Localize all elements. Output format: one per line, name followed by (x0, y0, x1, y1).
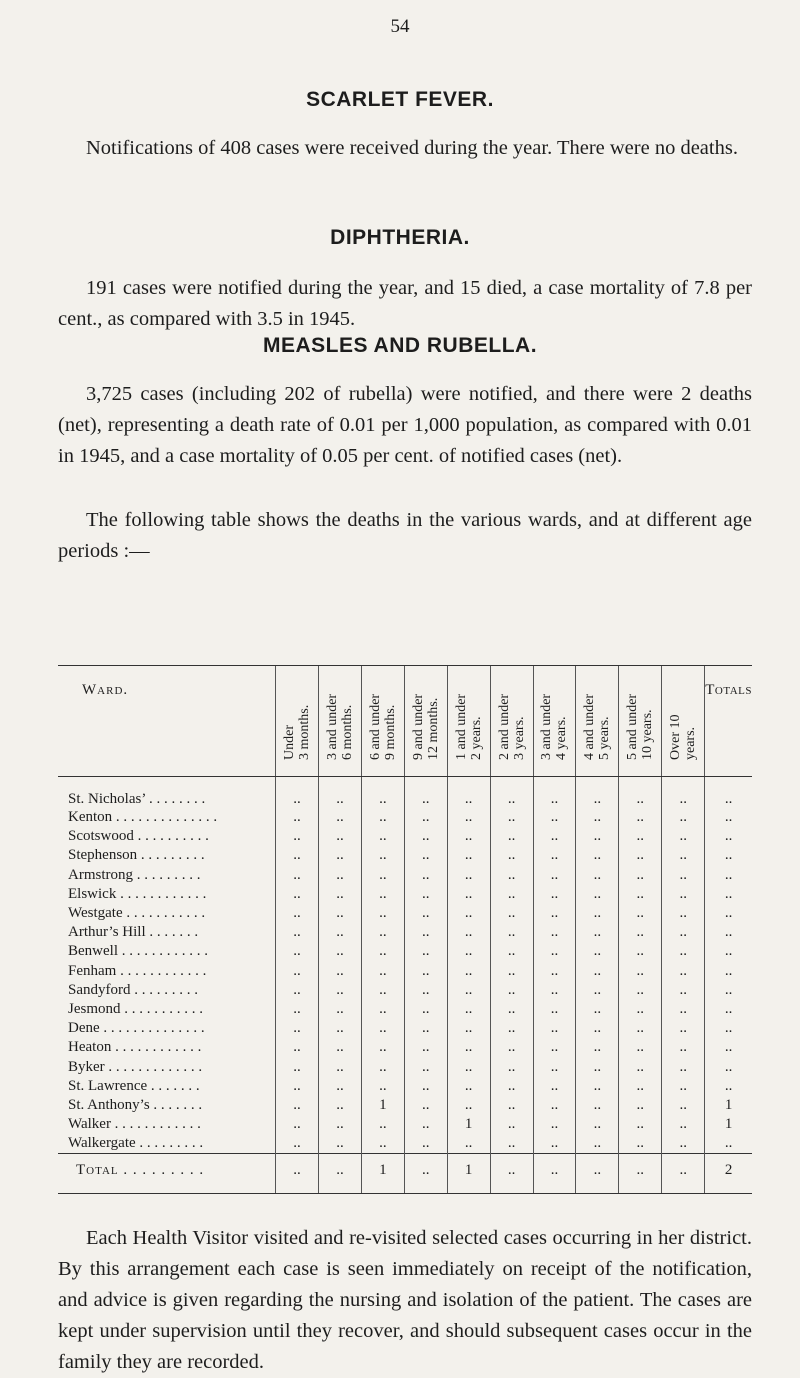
death-count-cell: .. (533, 808, 576, 827)
death-count-cell: .. (490, 777, 533, 809)
death-count-cell: .. (319, 885, 362, 904)
death-count-cell: .. (447, 981, 490, 1000)
death-count-cell: .. (276, 1038, 319, 1057)
death-count-cell: .. (662, 923, 705, 942)
total-cell: .. (533, 1153, 576, 1193)
ward-total-cell: .. (705, 1077, 752, 1096)
ward-name: Benwell . . . . . . . . . . . . (68, 943, 208, 960)
death-count-cell: .. (662, 1134, 705, 1153)
death-count-cell: .. (319, 846, 362, 865)
age-header-2-to-3-years: 2 and under 3 years. (490, 666, 533, 777)
total-row (58, 1153, 752, 1193)
death-count-cell: .. (319, 1115, 362, 1134)
ward-name: Jesmond . . . . . . . . . . . (68, 1000, 203, 1017)
ward-row (58, 1000, 752, 1019)
death-count-cell: .. (490, 923, 533, 942)
ward-row (58, 904, 752, 923)
death-count-cell: .. (319, 923, 362, 942)
diphtheria-paragraph: 191 cases were notified during the year, and 15 died, a case mortality of 7.8 per cent., as compared with 3.5 in 1945. (58, 276, 752, 330)
death-count-cell: .. (404, 1000, 447, 1019)
death-count-cell: .. (619, 1077, 662, 1096)
death-count-cell: .. (276, 1115, 319, 1134)
death-count-cell: .. (576, 981, 619, 1000)
death-count-cell: .. (576, 942, 619, 961)
heading-scarlet-fever: SCARLET FEVER. (306, 88, 494, 111)
death-count-cell: .. (490, 1019, 533, 1038)
death-count-cell: .. (533, 846, 576, 865)
death-count-cell: .. (404, 885, 447, 904)
total-cell: .. (662, 1153, 705, 1193)
death-count-cell: .. (619, 942, 662, 961)
death-count-cell: .. (619, 808, 662, 827)
ward-total-cell: .. (705, 885, 752, 904)
death-count-cell: .. (361, 962, 404, 981)
page-number: 54 (390, 16, 410, 37)
ward-name: Walker . . . . . . . . . . . . (68, 1116, 201, 1133)
death-count-cell: .. (576, 777, 619, 809)
death-count-cell: .. (662, 1038, 705, 1057)
death-count-cell: .. (533, 827, 576, 846)
death-count-cell: .. (619, 904, 662, 923)
death-count-cell: .. (276, 1096, 319, 1115)
death-count-cell: .. (319, 808, 362, 827)
death-count-cell: .. (662, 885, 705, 904)
death-count-cell: .. (404, 827, 447, 846)
measles-paragraph: 3,725 cases (including 202 of rubella) were notified, and there were 2 deaths (net), representing a death rate of 0.01 per 1,000 population, as compared with 0.01 in 1945, and a case mortality of 0.05 per cent. of notified cases (net). (58, 382, 752, 467)
death-count-cell: .. (533, 1000, 576, 1019)
total-cell: .. (576, 1153, 619, 1193)
ward-total-cell: .. (705, 808, 752, 827)
death-count-cell: .. (276, 962, 319, 981)
death-count-cell: .. (447, 885, 490, 904)
death-count-cell: .. (662, 777, 705, 809)
ward-row (58, 942, 752, 961)
death-count-cell: .. (619, 981, 662, 1000)
age-header-6-to-9-months: 6 and under 9 months. (361, 666, 404, 777)
ward-row (58, 962, 752, 981)
death-count-cell: .. (662, 1000, 705, 1019)
ward-total-cell: .. (705, 1057, 752, 1076)
death-count-cell: .. (619, 1115, 662, 1134)
death-count-cell: .. (490, 808, 533, 827)
ward-total-cell: .. (705, 1019, 752, 1038)
death-count-cell: .. (619, 923, 662, 942)
death-count-cell: .. (276, 885, 319, 904)
ward-row (58, 923, 752, 942)
death-count-cell: .. (662, 808, 705, 827)
ward-total-cell: .. (705, 777, 752, 809)
death-count-cell: .. (276, 1134, 319, 1153)
death-count-cell: .. (576, 1134, 619, 1153)
age-header-4-to-5-years: 4 and under 5 years. (576, 666, 619, 777)
ward-name: Stephenson . . . . . . . . . (68, 847, 205, 864)
death-count-cell: .. (447, 1038, 490, 1057)
ward-name: Elswick . . . . . . . . . . . . (68, 885, 207, 902)
death-count-cell: .. (361, 1019, 404, 1038)
ward-total-cell: .. (705, 962, 752, 981)
death-count-cell: .. (361, 1115, 404, 1134)
death-count-cell: .. (276, 923, 319, 942)
heading-diphtheria: DIPHTHERIA. (330, 226, 470, 249)
death-count-cell: .. (404, 981, 447, 1000)
death-count-cell: .. (276, 1077, 319, 1096)
death-count-cell: .. (319, 1000, 362, 1019)
death-count-cell: .. (404, 777, 447, 809)
death-count-cell: .. (576, 846, 619, 865)
death-count-cell: .. (404, 923, 447, 942)
age-header-3-to-6-months: 3 and under 6 months. (319, 666, 362, 777)
death-count-cell: .. (533, 1019, 576, 1038)
ward-row (58, 1077, 752, 1096)
death-count-cell: .. (319, 866, 362, 885)
death-count-cell: .. (533, 904, 576, 923)
measles-deaths-table (58, 665, 752, 1194)
death-count-cell: .. (447, 942, 490, 961)
death-count-cell: .. (319, 1096, 362, 1115)
death-count-cell: .. (276, 942, 319, 961)
ward-name: Fenham . . . . . . . . . . . . (68, 962, 207, 979)
death-count-cell: .. (619, 866, 662, 885)
death-count-cell: .. (619, 885, 662, 904)
ward-row (58, 1115, 752, 1134)
death-count-cell: .. (361, 885, 404, 904)
death-count-cell: .. (662, 942, 705, 961)
death-count-cell: .. (319, 1019, 362, 1038)
death-count-cell: .. (490, 885, 533, 904)
ward-total-cell: .. (705, 827, 752, 846)
death-count-cell: .. (447, 904, 490, 923)
ward-total-cell: .. (705, 846, 752, 865)
death-count-cell: .. (576, 1057, 619, 1076)
ward-row (58, 981, 752, 1000)
death-count-cell: .. (361, 777, 404, 809)
death-count-cell: .. (319, 962, 362, 981)
death-count-cell: .. (361, 808, 404, 827)
death-count-cell: .. (662, 1115, 705, 1134)
ward-name: Heaton . . . . . . . . . . . . (68, 1039, 202, 1056)
ward-row (58, 1038, 752, 1057)
death-count-cell: .. (490, 942, 533, 961)
death-count-cell: .. (404, 1019, 447, 1038)
death-count-cell: .. (533, 981, 576, 1000)
scarlet-fever-paragraph: Notifications of 408 cases were received during the year. There were no deaths. (86, 136, 738, 159)
death-count-cell: .. (276, 1057, 319, 1076)
death-count-cell: .. (319, 981, 362, 1000)
ward-row (58, 808, 752, 827)
death-count-cell: .. (276, 777, 319, 809)
death-count-cell: .. (361, 1077, 404, 1096)
death-count-cell: .. (404, 1038, 447, 1057)
death-count-cell: .. (447, 1096, 490, 1115)
death-count-cell: .. (404, 1134, 447, 1153)
death-count-cell: .. (533, 1115, 576, 1134)
death-count-cell: .. (619, 1038, 662, 1057)
death-count-cell: .. (490, 1115, 533, 1134)
death-count-cell: .. (662, 1057, 705, 1076)
ward-total-cell: 1 (705, 1096, 752, 1115)
death-count-cell: .. (619, 1000, 662, 1019)
death-count-cell: .. (361, 1057, 404, 1076)
death-count-cell: .. (490, 1077, 533, 1096)
ward-total-cell: .. (705, 923, 752, 942)
death-count-cell: .. (662, 846, 705, 865)
death-count-cell: .. (361, 1038, 404, 1057)
grand-total-cell: 2 (705, 1153, 752, 1193)
ward-row (58, 777, 752, 809)
total-cell: .. (619, 1153, 662, 1193)
ward-total-cell: .. (705, 904, 752, 923)
death-count-cell: .. (447, 1019, 490, 1038)
death-count-cell: .. (361, 866, 404, 885)
death-count-cell: .. (490, 1000, 533, 1019)
death-count-cell: .. (662, 962, 705, 981)
death-count-cell: .. (533, 1077, 576, 1096)
death-count-cell: .. (361, 981, 404, 1000)
death-count-cell: .. (662, 1096, 705, 1115)
death-count-cell: .. (404, 1077, 447, 1096)
death-count-cell: .. (276, 808, 319, 827)
death-count-cell: .. (619, 777, 662, 809)
death-count-cell: .. (447, 827, 490, 846)
death-count-cell: .. (576, 808, 619, 827)
ward-row (58, 827, 752, 846)
ward-total-cell: 1 (705, 1115, 752, 1134)
ward-name: Walkergate . . . . . . . . . (68, 1135, 204, 1152)
totals-column-header: Totals (705, 666, 752, 777)
death-count-cell: .. (490, 866, 533, 885)
ward-name: St. Anthony’s . . . . . . . (68, 1096, 203, 1113)
ward-name: Kenton . . . . . . . . . . . . . . (68, 809, 218, 826)
death-count-cell: .. (533, 1057, 576, 1076)
death-count-cell: .. (533, 1038, 576, 1057)
death-count-cell: .. (533, 923, 576, 942)
death-count-cell: .. (361, 942, 404, 961)
death-count-cell: .. (404, 942, 447, 961)
closing-paragraph: Each Health Visitor visited and re-visited selected cases occurring in her district. By this arrangement each case is seen immediately on receipt of the notification, and advice is given regarding the nursing and isolation of the patient. The cases are kept under supervision until they recover, and should subsequent cases occur in the family they are recorded. (58, 1226, 752, 1373)
death-count-cell: .. (447, 1077, 490, 1096)
death-count-cell: .. (447, 1057, 490, 1076)
death-count-cell: .. (662, 827, 705, 846)
death-count-cell: .. (447, 1134, 490, 1153)
ward-row (58, 1096, 752, 1115)
death-count-cell: .. (533, 1096, 576, 1115)
death-count-cell: 1 (447, 1115, 490, 1134)
ward-row (58, 1134, 752, 1153)
ward-name: St. Lawrence . . . . . . . (68, 1077, 200, 1094)
death-count-cell: .. (619, 962, 662, 981)
death-count-cell: .. (576, 904, 619, 923)
death-count-cell: .. (276, 981, 319, 1000)
ward-total-cell: .. (705, 866, 752, 885)
death-count-cell: .. (447, 777, 490, 809)
ward-total-cell: .. (705, 1000, 752, 1019)
death-count-cell: .. (319, 904, 362, 923)
age-header-5-to-10-years: 5 and under 10 years. (619, 666, 662, 777)
death-count-cell: .. (576, 885, 619, 904)
ward-row (58, 866, 752, 885)
total-cell: 1 (361, 1153, 404, 1193)
death-count-cell: .. (404, 1115, 447, 1134)
ward-column-header: Ward. (58, 666, 276, 777)
death-count-cell: .. (576, 923, 619, 942)
ward-total-cell: .. (705, 1038, 752, 1057)
death-count-cell: .. (619, 1019, 662, 1038)
table-header-row (58, 666, 752, 777)
table-intro-paragraph: The following table shows the deaths in the various wards, and at different age periods :— (58, 508, 752, 562)
ward-row (58, 885, 752, 904)
death-count-cell: .. (447, 808, 490, 827)
age-header-over-10-years: Over 10 years. (662, 666, 705, 777)
death-count-cell: .. (404, 904, 447, 923)
ward-name: Byker . . . . . . . . . . . . . (68, 1058, 203, 1075)
death-count-cell: .. (533, 1134, 576, 1153)
ward-name: Armstrong . . . . . . . . . (68, 866, 201, 883)
death-count-cell: .. (319, 1077, 362, 1096)
total-cell: .. (276, 1153, 319, 1193)
death-count-cell: .. (662, 904, 705, 923)
death-count-cell: .. (447, 866, 490, 885)
death-count-cell: .. (404, 866, 447, 885)
heading-measles-rubella: MEASLES AND RUBELLA. (262, 334, 538, 357)
death-count-cell: .. (404, 808, 447, 827)
age-header-1-to-2-years: 1 and under 2 years. (447, 666, 490, 777)
death-count-cell: .. (662, 1077, 705, 1096)
death-count-cell: .. (276, 866, 319, 885)
ward-name: Scotswood . . . . . . . . . . (68, 828, 209, 845)
ward-total-cell: .. (705, 981, 752, 1000)
death-count-cell: .. (576, 1077, 619, 1096)
death-count-cell: 1 (361, 1096, 404, 1115)
death-count-cell: .. (619, 846, 662, 865)
death-count-cell: .. (319, 942, 362, 961)
total-cell: 1 (447, 1153, 490, 1193)
death-count-cell: .. (576, 1019, 619, 1038)
death-count-cell: .. (276, 1019, 319, 1038)
death-count-cell: .. (361, 1000, 404, 1019)
death-count-cell: .. (319, 1134, 362, 1153)
death-count-cell: .. (276, 904, 319, 923)
death-count-cell: .. (361, 923, 404, 942)
age-header-9-to-12-months: 9 and under 12 months. (404, 666, 447, 777)
death-count-cell: .. (533, 942, 576, 961)
ward-name: St. Nicholas’ . . . . . . . . (68, 791, 206, 807)
death-count-cell: .. (533, 962, 576, 981)
death-count-cell: .. (490, 1134, 533, 1153)
death-count-cell: .. (576, 1115, 619, 1134)
total-cell: .. (319, 1153, 362, 1193)
death-count-cell: .. (490, 981, 533, 1000)
death-count-cell: .. (319, 1038, 362, 1057)
death-count-cell: .. (619, 1096, 662, 1115)
death-count-cell: .. (276, 846, 319, 865)
death-count-cell: .. (576, 866, 619, 885)
death-count-cell: .. (619, 827, 662, 846)
death-count-cell: .. (319, 827, 362, 846)
death-count-cell: .. (576, 827, 619, 846)
death-count-cell: .. (361, 827, 404, 846)
death-count-cell: .. (361, 846, 404, 865)
death-count-cell: .. (319, 1057, 362, 1076)
death-count-cell: .. (576, 1000, 619, 1019)
death-count-cell: .. (404, 1057, 447, 1076)
death-count-cell: .. (447, 846, 490, 865)
death-count-cell: .. (361, 904, 404, 923)
death-count-cell: .. (490, 1096, 533, 1115)
death-count-cell: .. (319, 777, 362, 809)
death-count-cell: .. (576, 962, 619, 981)
ward-row (58, 1019, 752, 1038)
death-count-cell: .. (490, 846, 533, 865)
death-count-cell: .. (490, 827, 533, 846)
death-count-cell: .. (662, 866, 705, 885)
table-body (58, 777, 752, 1194)
death-count-cell: .. (404, 1096, 447, 1115)
ward-name: Arthur’s Hill . . . . . . . (68, 924, 199, 941)
age-header-under-3-months: Under 3 months. (276, 666, 319, 777)
ward-total-cell: .. (705, 942, 752, 961)
death-count-cell: .. (276, 827, 319, 846)
death-count-cell: .. (533, 885, 576, 904)
death-count-cell: .. (447, 923, 490, 942)
death-count-cell: .. (361, 1134, 404, 1153)
death-count-cell: .. (662, 1019, 705, 1038)
death-count-cell: .. (447, 962, 490, 981)
total-cell: .. (404, 1153, 447, 1193)
death-count-cell: .. (619, 1134, 662, 1153)
death-count-cell: .. (490, 904, 533, 923)
death-count-cell: .. (276, 1000, 319, 1019)
death-count-cell: .. (533, 777, 576, 809)
total-cell: .. (490, 1153, 533, 1193)
total-label: Total . . . . . . . . . (58, 1153, 276, 1193)
death-count-cell: .. (576, 1038, 619, 1057)
death-count-cell: .. (490, 1057, 533, 1076)
death-count-cell: .. (533, 866, 576, 885)
death-count-cell: .. (619, 1057, 662, 1076)
ward-name: Westgate . . . . . . . . . . . (68, 905, 206, 922)
death-count-cell: .. (576, 1096, 619, 1115)
death-count-cell: .. (490, 962, 533, 981)
death-count-cell: .. (404, 962, 447, 981)
death-count-cell: .. (490, 1038, 533, 1057)
age-header-3-to-4-years: 3 and under 4 years. (533, 666, 576, 777)
death-count-cell: .. (404, 846, 447, 865)
ward-name: Dene . . . . . . . . . . . . . . (68, 1020, 205, 1037)
ward-total-cell: .. (705, 1134, 752, 1153)
ward-row (58, 1057, 752, 1076)
ward-name: Sandyford . . . . . . . . . (68, 981, 198, 998)
death-count-cell: .. (662, 981, 705, 1000)
ward-row (58, 846, 752, 865)
death-count-cell: .. (447, 1000, 490, 1019)
